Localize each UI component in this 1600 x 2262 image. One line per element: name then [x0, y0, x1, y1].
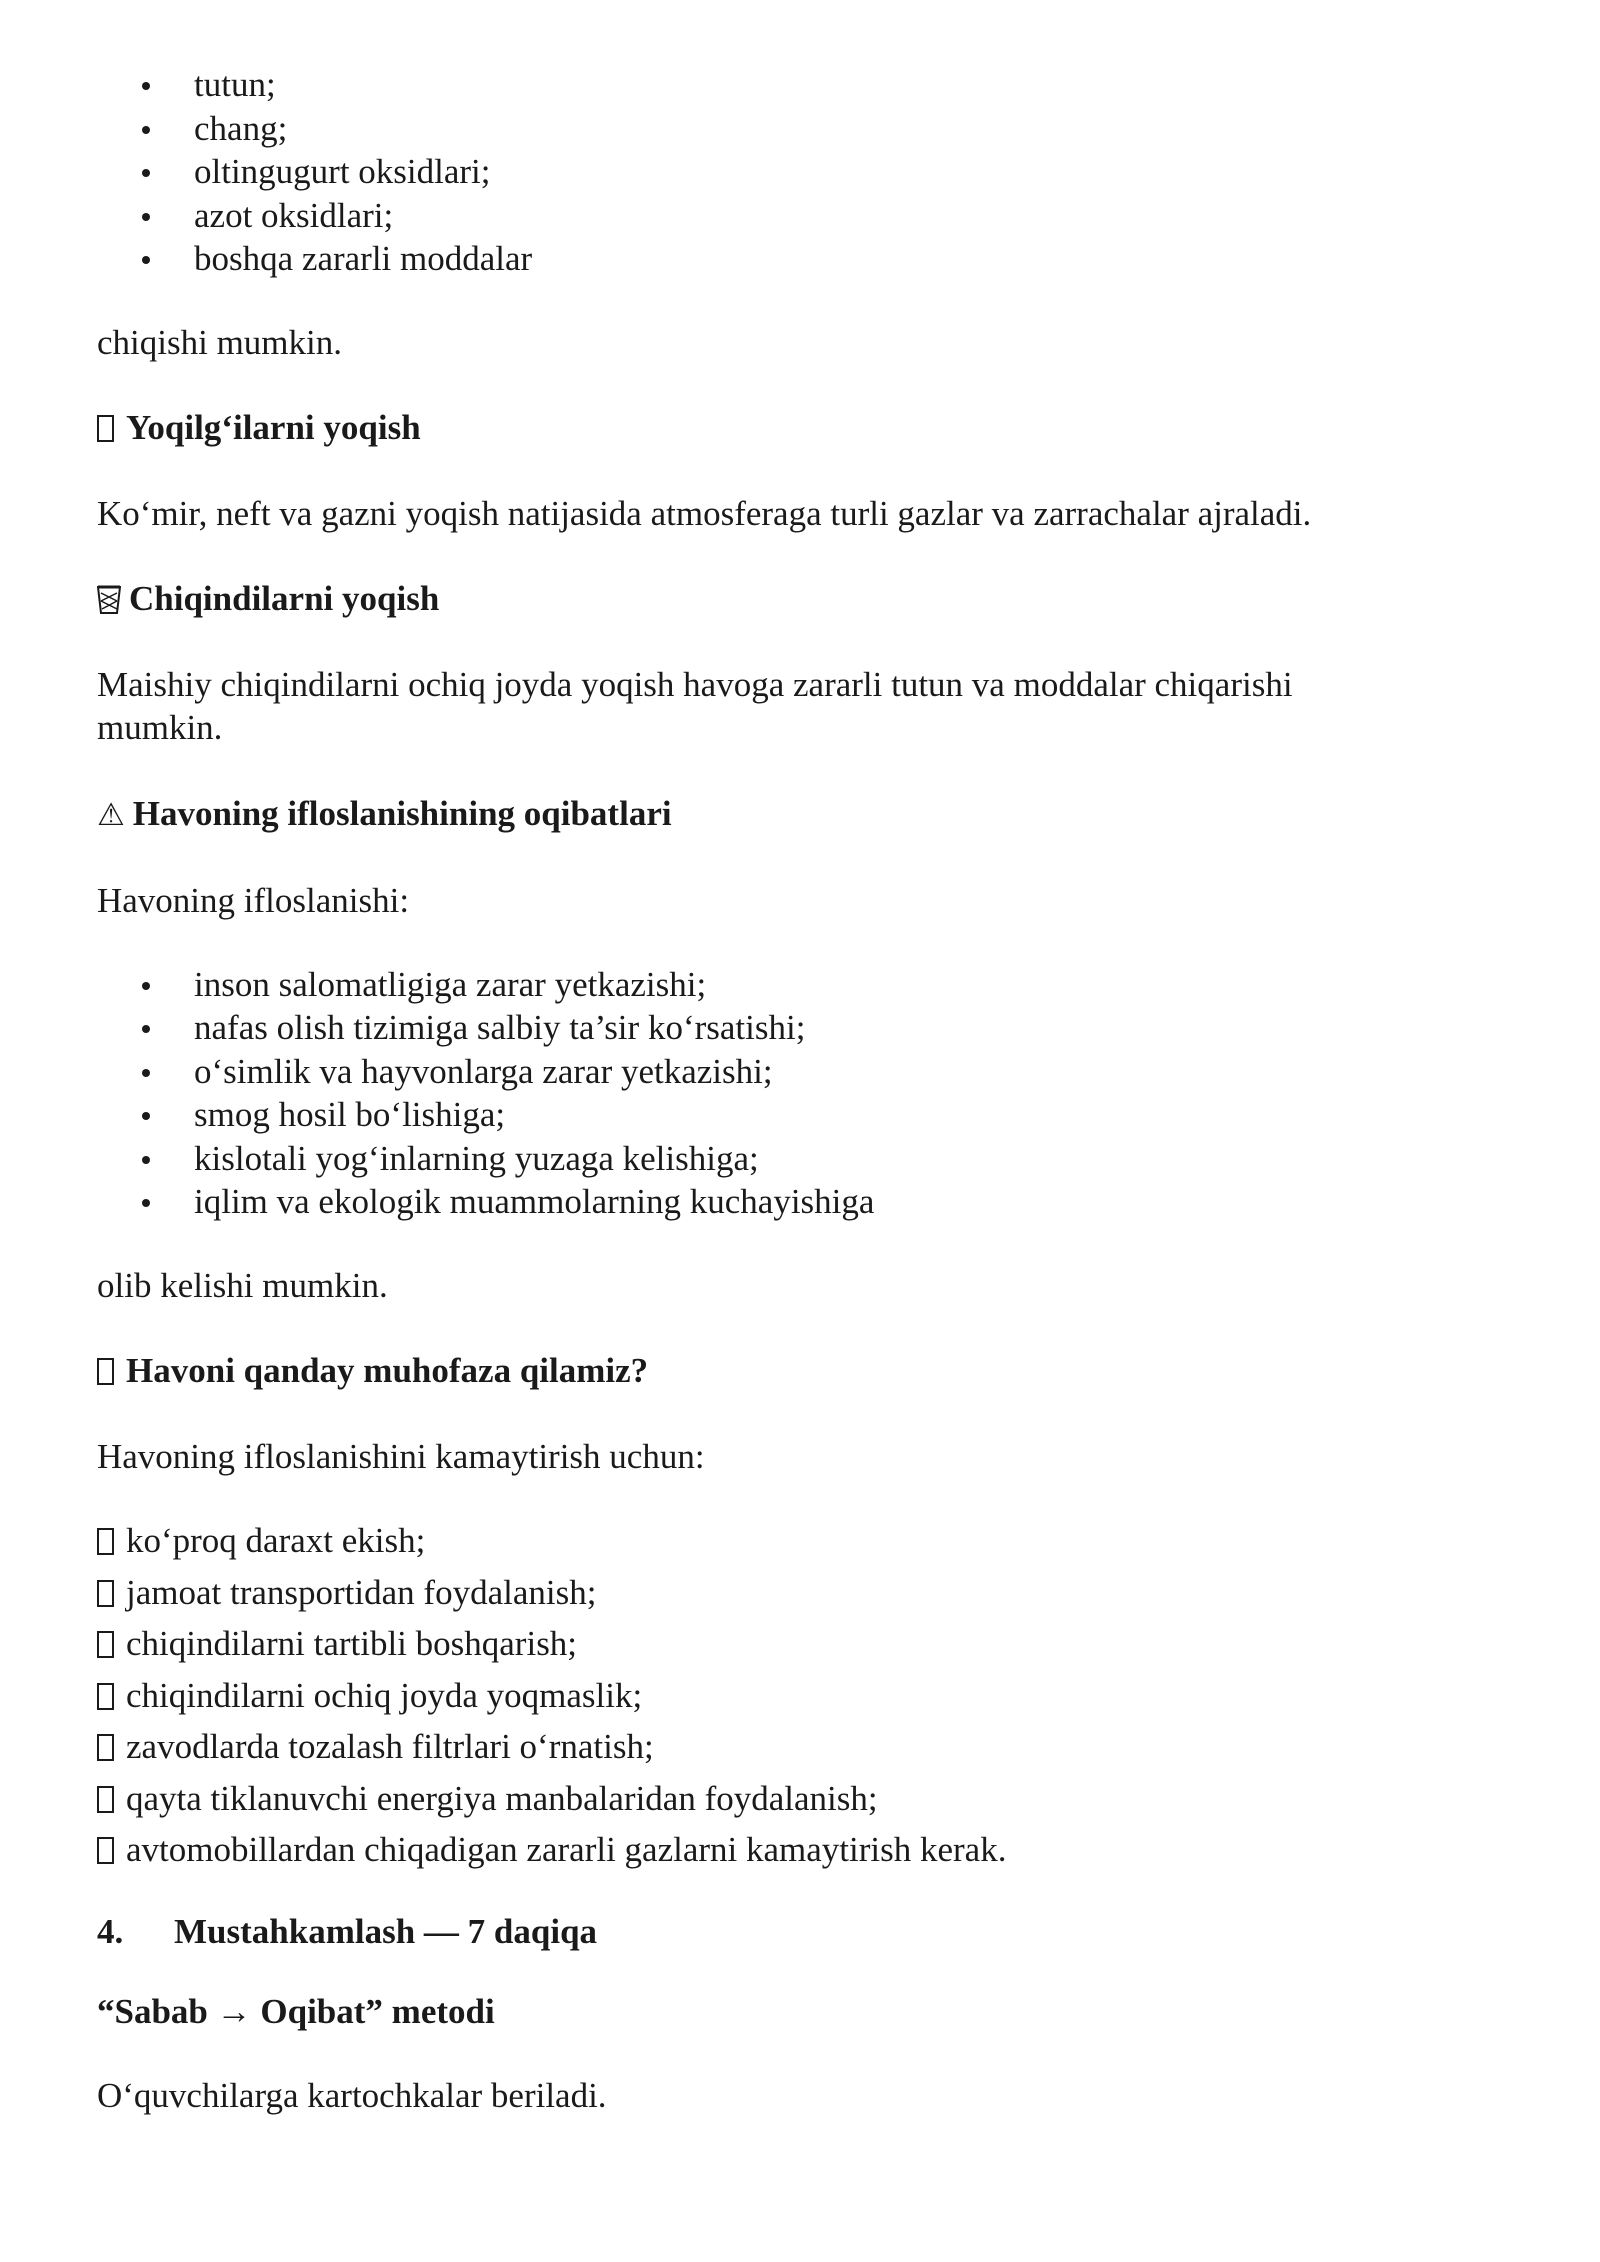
list-item: chiqindilarni tartibli boshqarish;: [97, 1618, 1517, 1670]
method-title: “Sabab → Oqibat” metodi: [97, 1992, 495, 2031]
bullet-icon: [142, 1069, 150, 1077]
section-heading-fuel: Yoqilg‘ilarni yoqish: [97, 406, 1517, 450]
paragraph: Havoning ifloslanishini kamaytirish uchun:: [97, 1436, 705, 1476]
list-item: nafas olish tizimiga salbiy ta’sir ko‘rsatishi;: [97, 1006, 1517, 1050]
list-item: oltingugurt oksidlari;: [97, 150, 1517, 194]
section-number: 4.: [97, 1911, 124, 1951]
bullet-icon: [142, 982, 150, 990]
list-item: tutun;: [97, 63, 1517, 107]
missing-glyph-icon: [97, 1786, 114, 1813]
bullet-icon: [142, 1025, 150, 1033]
list-item: o‘simlik va hayvonlarga zarar yetkazishi;: [97, 1050, 1517, 1094]
section-heading-effects: ⚠ Havoning ifloslanishining oqibatlari: [97, 792, 1517, 838]
section-heading-protect: Havoni qanday muhofaza qilamiz?: [97, 1349, 1517, 1393]
missing-glyph-icon: [97, 1358, 114, 1385]
paragraph: Havoning ifloslanishi:: [97, 881, 410, 920]
missing-glyph-icon: [97, 1837, 114, 1864]
missing-glyph-icon: [97, 415, 114, 442]
effects-list: [97, 963, 1517, 1224]
paragraph: O‘quvchilarga kartochkalar beriladi.: [97, 2075, 607, 2115]
bullet-icon: [142, 256, 150, 264]
missing-glyph-icon: [97, 1683, 114, 1710]
missing-glyph-icon: [97, 1734, 114, 1761]
bullet-icon: [142, 82, 150, 90]
list-item: azot oksidlari;: [97, 194, 1517, 238]
pollutants-list: [97, 63, 1517, 281]
wastebasket-icon: [97, 584, 121, 614]
list-item: chiqindilarni ochiq joyda yoqmaslik;: [97, 1670, 1517, 1722]
list-item: qayta tiklanuvchi energiya manbalaridan foydalanish;: [97, 1773, 1517, 1825]
paragraph: olib kelishi mumkin.: [97, 1265, 388, 1305]
bullet-icon: [142, 1156, 150, 1164]
paragraph: Ko‘mir, neft va gazni yoqish natijasida atmosferaga turli gazlar va zarrachalar ajraladi.: [97, 493, 1312, 533]
bullet-icon: [142, 1112, 150, 1120]
warning-icon: ⚠: [97, 796, 125, 833]
bullet-icon: [142, 213, 150, 221]
paragraph-line: mumkin.: [97, 708, 223, 747]
bullet-icon: [142, 1199, 150, 1207]
list-item: avtomobillardan chiqadigan zararli gazlarni kamaytirish kerak.: [97, 1824, 1517, 1876]
bullet-icon: [142, 126, 150, 134]
list-item: smog hosil bo‘lishiga;: [97, 1093, 1517, 1137]
list-item: iqlim va ekologik muammolarning kuchayishiga: [97, 1180, 1517, 1224]
section-heading-4: 4. Mustahkamlash — 7 daqiqa: [97, 1910, 1517, 1954]
list-item: chang;: [97, 107, 1517, 151]
paragraph: chiqishi mumkin.: [97, 322, 342, 362]
section-heading-waste: Chiqindilarni yoqish: [97, 577, 1517, 621]
list-item: inson salomatligiga zarar yetkazishi;: [97, 963, 1517, 1007]
document-body: [97, 0, 1517, 2117]
list-item: jamoat transportidan foydalanish;: [97, 1567, 1517, 1619]
list-item: ko‘proq daraxt ekish;: [97, 1515, 1517, 1567]
missing-glyph-icon: [97, 1631, 114, 1658]
list-item: boshqa zararli moddalar: [97, 237, 1517, 281]
list-item: kislotali yog‘inlarning yuzaga kelishiga;: [97, 1137, 1517, 1181]
paragraph-line: Maishiy chiqindilarni ochiq joyda yoqish havoga zararli tutun va moddalar chiqarishi: [97, 664, 1293, 704]
missing-glyph-icon: [97, 1528, 114, 1555]
list-item: zavodlarda tozalash filtrlari o‘rnatish;: [97, 1721, 1517, 1773]
bullet-icon: [142, 169, 150, 177]
protection-measures-list: [97, 1515, 1517, 1876]
missing-glyph-icon: [97, 1580, 114, 1607]
